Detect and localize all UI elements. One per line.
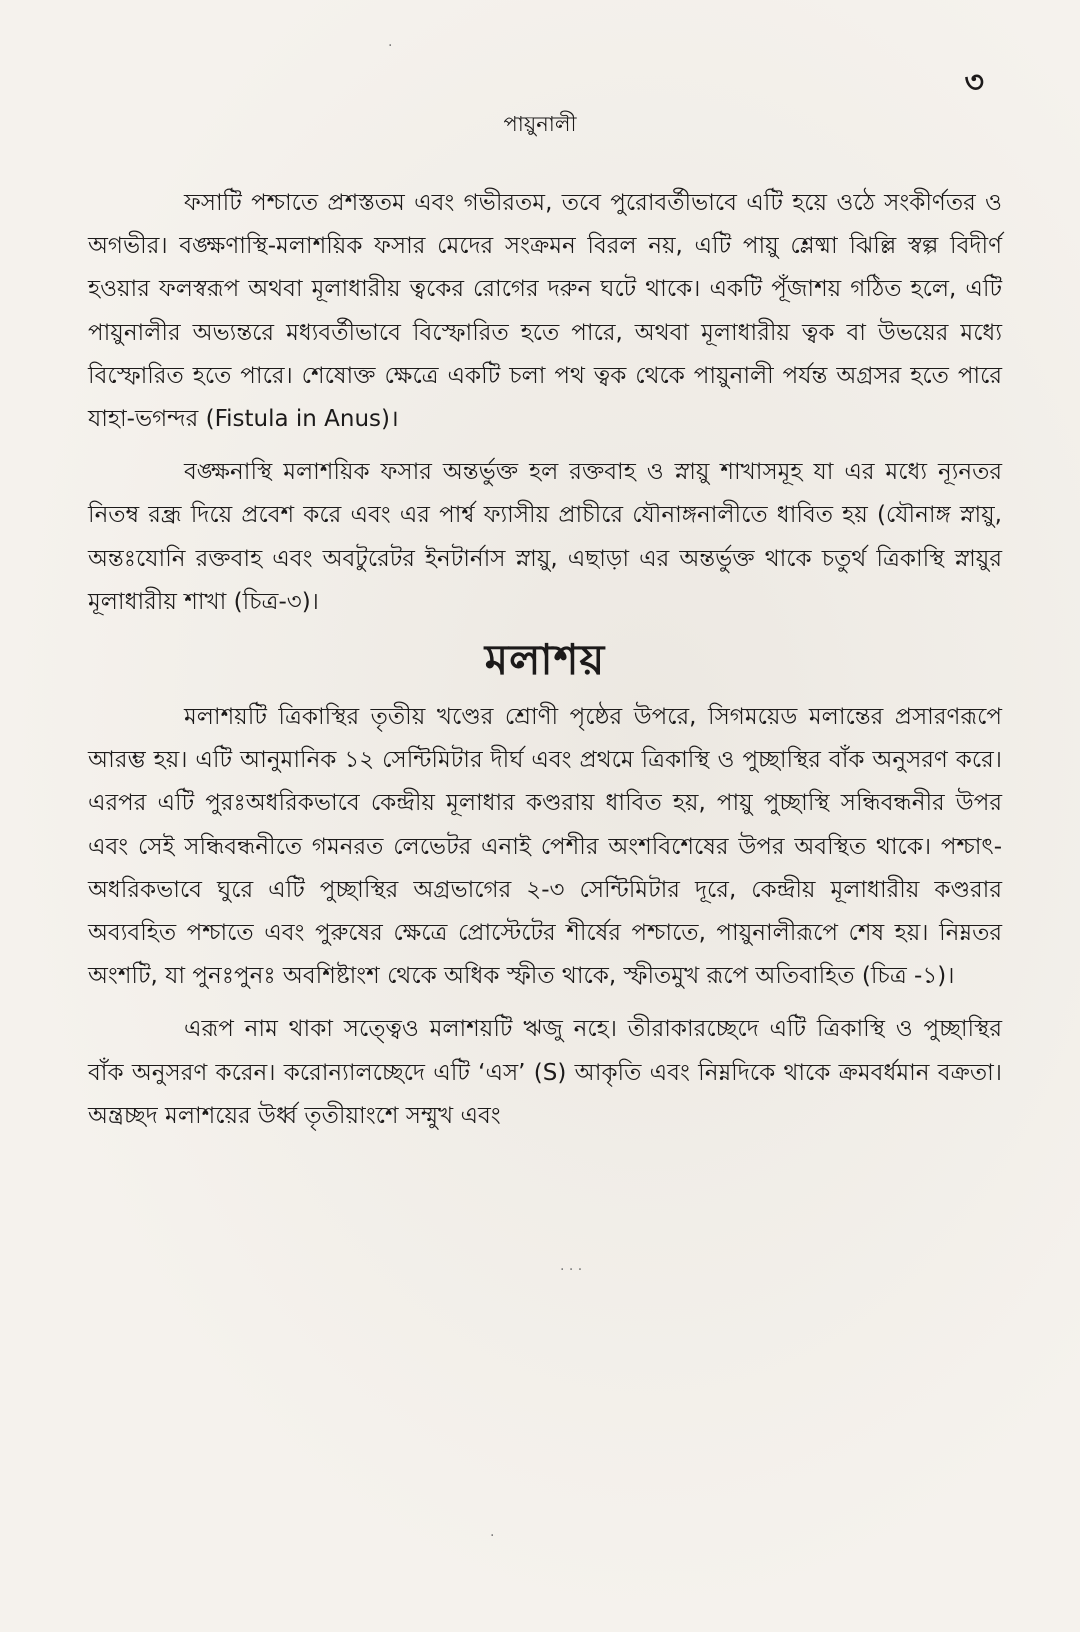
paragraph-rectum-course: মলাশয়টি ত্রিকাস্থির তৃতীয় খণ্ডের শ্রোণী পৃষ্ঠের উপরে, সিগময়েড মলান্তের প্রসারণরূপে আরম্ভ হয়। এটি আনুমানিক ১২ সেন্টিমিটার দীর্ঘ এবং প্রথমে ত্রিকাস্থি ও পুচ্ছাস্থির বাঁক অনুসরণ করে। এরপর এটি পুরঃঅধরিকভাবে কেন্দ্রীয় মূলাধার কণ্ডরায় ধাবিত হয়, পায়ু পুচ্ছাস্থি সন্ধিবন্ধনীর উপর এবং সেই সন্ধিবন্ধনীতে গমনরত লেভেটর এনাই পেশীর অংশবিশেষের উপর অবস্থিত থাকে। পশ্চাৎ-অধরিকভাবে ঘুরে এটি পুচ্ছাস্থির অগ্রভাগের ২-৩ সেন্টিমিটার দূরে, কেন্দ্রীয় মূলাধারীয় কণ্ডরার অব্যবহিত পশ্চাতে এবং পুরুষের ক্ষেত্রে প্রোস্টেটের শীর্ষের পশ্চাতে, পায়ুনালীরূপে শেষ হয়। নিম্নতর অংশটি, যা পুনঃপুনঃ অবশিষ্টাংশ থেকে অধিক স্ফীত থাকে, স্ফীতমুখ রূপে অতিবাহিত (চিত্র -১)। [88,704,1002,990]
running-head: পায়ুনালী [503,112,577,136]
paragraph-rectum-shape: এরূপ নাম থাকা সত্ত্বেও মলাশয়টি ঋজু নহে। তীরাকারচ্ছেদে এটি ত্রিকাস্থি ও পুচ্ছাস্থির বাঁক অনুসরণ করেন। করোন্যালচ্ছেদে এটি ‘এস’ (S) আকৃতি এবং নিম্নদিকে থাকে ক্রমবর্ধমান বক্রতা। অন্ত্রচ্ছদ মলাশয়ের উর্ধ্ব তৃতীয়াংশে সম্মুখ এবং [88,1016,1002,1129]
paragraph-fossa: ফসাটি পশ্চাতে প্রশস্ততম এবং গভীরতম, তবে পুরোবর্তীভাবে এটি হয়ে ওঠে সংকীর্ণতর ও অগভীর। বঙ্ক্ষণাস্থি-মলাশয়িক ফসার মেদের সংক্রমন বিরল নয়, এটি পায়ু শ্লেষ্মা ঝিল্লি স্বল্প বিদীর্ণ হওয়ার ফলস্বরূপ অথবা মূলাধারীয় ত্বকের রোগের দরুন ঘটে থাকে। একটি পূঁজাশয় গঠিত হলে, এটি পায়ুনালীর অভ্যন্তরে মধ্যবর্তীভাবে বিস্ফোরিত হতে পারে, অথবা মূলাধারীয় ত্বক বা উভয়ের মধ্যে বিস্ফোরিত হতে পারে। শেষোক্ত ক্ষেত্রে একটি চলা পথ ত্বক থেকে পায়ুনালী পর্যন্ত অগ্রসর হতে পারে যাহা-ভগন্দর (Fistula in Anus)। [88,190,1002,433]
paragraph-fossa-contents: বঙ্ক্ষনাস্থি মলাশয়িক ফসার অন্তর্ভুক্ত হল রক্তবাহ ও স্নায়ু শাখাসমূহ যা এর মধ্যে ন্যূনতর নিতম্ব রন্ধ্র দিয়ে প্রবেশ করে এবং এর পার্শ্ব ফ্যাসীয় প্রাচীরে যৌনাঙ্গনালীতে ধাবিত হয় (যৌনাঙ্গ স্নায়ু, অন্তঃযোনি রক্তবাহ এবং অবটুরেটর ইনটার্নাস স্নায়ু, এছাড়া এর অন্তর্ভুক্ত থাকে চতুর্থ ত্রিকাস্থি স্নায়ুর মূলাধারীয় শাখা (চিত্র-৩)। [88,459,1002,615]
section-heading-rectum: মলাশয় [484,635,606,685]
page-number: ৩ [964,65,984,100]
body-text [88,182,1002,1138]
print-speck: · · · [560,1262,583,1278]
print-speck: · [490,1528,495,1544]
print-speck: · [388,38,393,54]
